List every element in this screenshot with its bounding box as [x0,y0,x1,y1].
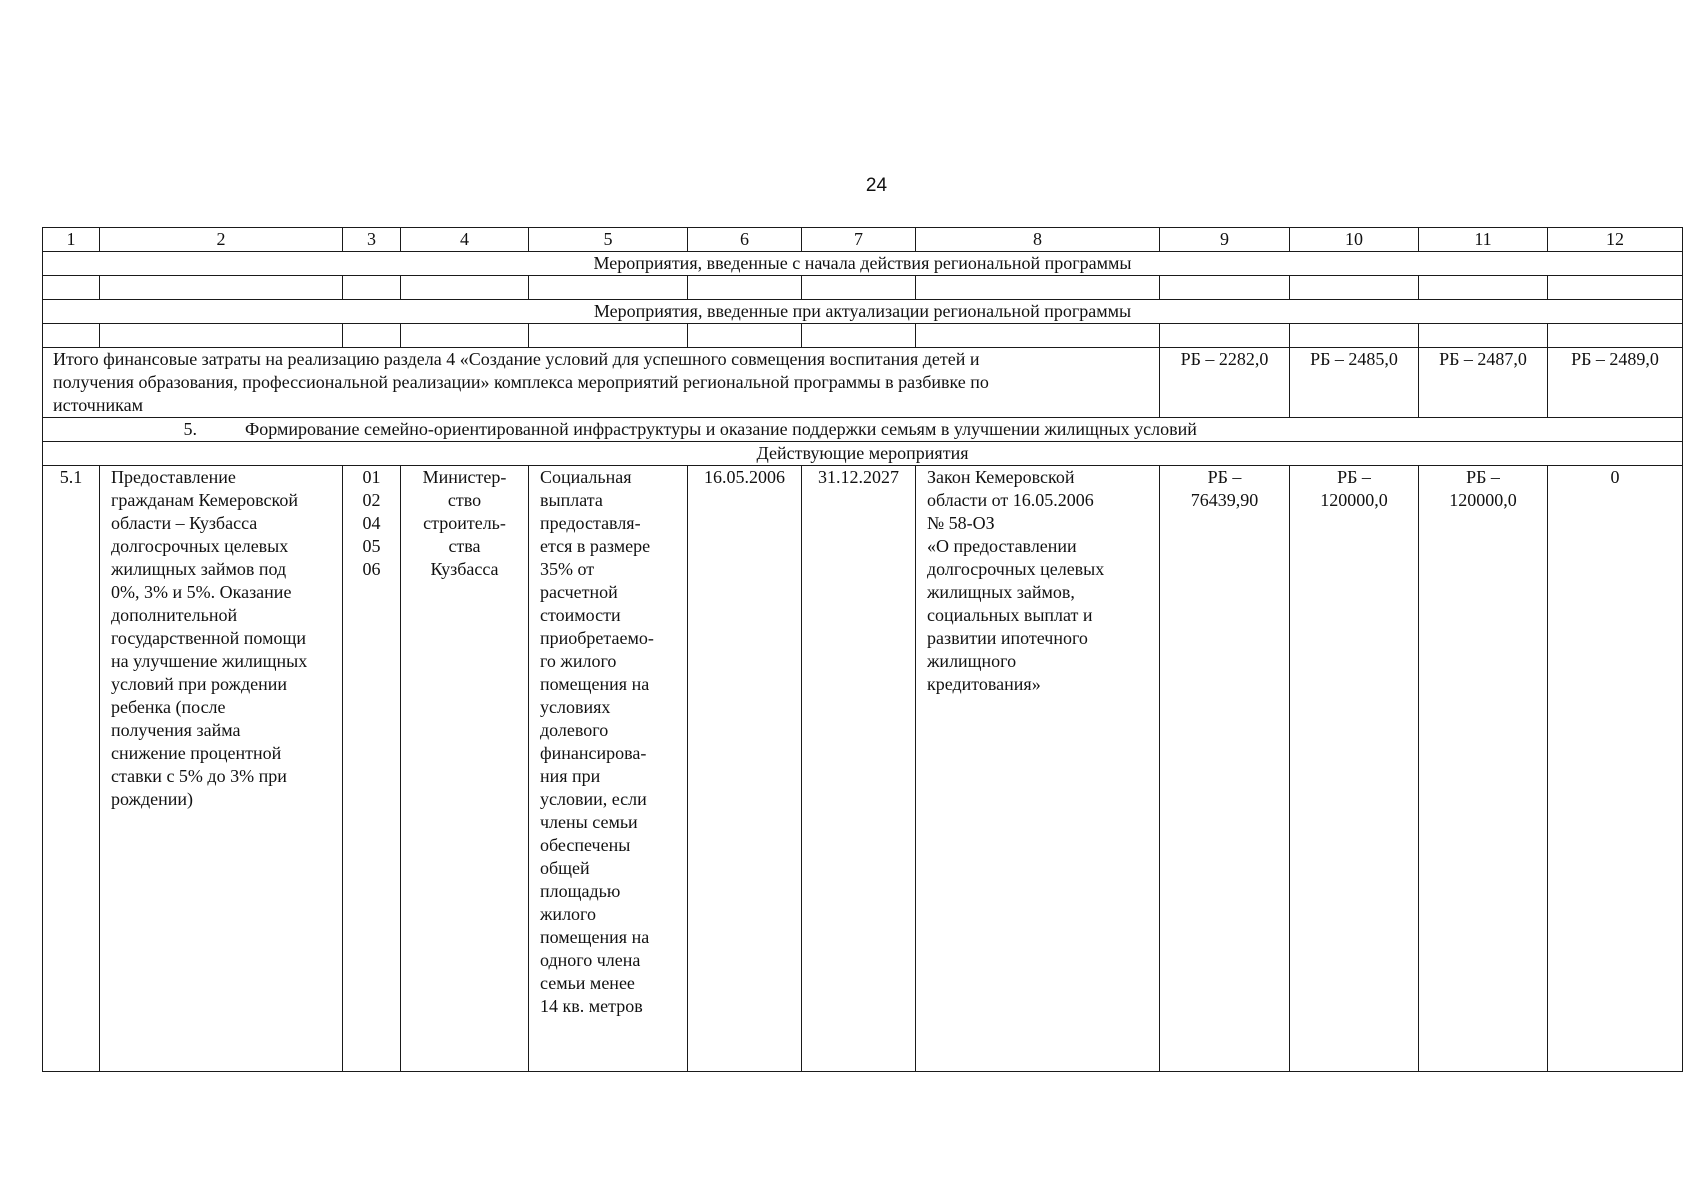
funding-col10: РБ – 120000,0 [1290,466,1419,1072]
section-5-title: Формирование семейно-ориентированной инфраструктуры и оказание поддержки семьям в улучшении жилищных условий [245,419,1197,439]
column-number: 7 [802,228,916,252]
column-number: 10 [1290,228,1419,252]
total-value-col11: РБ – 2487,0 [1419,348,1548,418]
column-number: 4 [401,228,529,252]
funding-col12: 0 [1548,466,1683,1072]
row-number: 5.1 [43,466,100,1072]
total-value-col9: РБ – 2282,0 [1160,348,1290,418]
page-number: 24 [865,175,888,196]
section-5-row [43,418,1683,442]
codes-cell: 01 02 04 05 06 [343,466,401,1072]
legal-basis: Закон Кемеровской области от 16.05.2006 № 58-ОЗ «О предоставлении долгосрочных целевых жилищных займов, социальных выплат и развитии ипотечного жилищного кредитования» [916,466,1160,1072]
total-value-col12: РБ – 2489,0 [1548,348,1683,418]
funding-col11: РБ – 120000,0 [1419,466,1548,1072]
table-row [43,466,1683,1072]
column-number: 2 [100,228,343,252]
column-number: 9 [1160,228,1290,252]
total-costs-row [43,348,1683,418]
empty-row [43,324,1683,348]
funding-col9: РБ – 76439,90 [1160,466,1290,1072]
measure-description: Социальная выплата предоставля- ется в размере 35% от расчетной стоимости приобретаемо- го жилого помещения на условиях долевого финансирова- ния при условии, если члены семьи обеспечены общей площадью жилого помещения на одного члена семьи менее 14 кв. метров [529,466,688,1072]
end-date: 31.12.2027 [802,466,916,1072]
column-number: 11 [1419,228,1548,252]
ministry-cell: Министер- ство строитель- ства Кузбасса [401,466,529,1072]
total-value-col10: РБ – 2485,0 [1290,348,1419,418]
column-number: 1 [43,228,100,252]
column-number: 5 [529,228,688,252]
measure-name: Предоставление гражданам Кемеровской области – Кузбасса долгосрочных целевых жилищных займов под 0%, 3% и 5%. Оказание дополнительной государственной помощи на улучшение жилищных условий при рождении ребенка (после получения займа снижение процентной ставки с 5% до 3% при рождении) [100,466,343,1072]
column-number: 6 [688,228,802,252]
program-table [42,227,1683,1072]
column-number: 3 [343,228,401,252]
column-number: 8 [916,228,1160,252]
start-date: 16.05.2006 [688,466,802,1072]
column-numbers-row [43,228,1683,252]
section-since-start-row [43,252,1683,276]
section-at-update-title: Мероприятия, введенные при актуализации региональной программы [43,300,1683,324]
section-5-number: 5. [183,419,197,439]
section-5-subtitle-row [43,442,1683,466]
section-5-heading [43,418,1683,442]
total-costs-text: Итого финансовые затраты на реализацию раздела 4 «Создание условий для успешного совмещения воспитания детей и получения образования, профессиональной реализации» комплекса мероприятий региональной программы в разбивке по источникам [43,348,1160,418]
column-number: 12 [1548,228,1683,252]
section-since-start-title: Мероприятия, введенные с начала действия региональной программы [43,252,1683,276]
section-5-subtitle: Действующие мероприятия [43,442,1683,466]
section-at-update-row [43,300,1683,324]
empty-row [43,276,1683,300]
